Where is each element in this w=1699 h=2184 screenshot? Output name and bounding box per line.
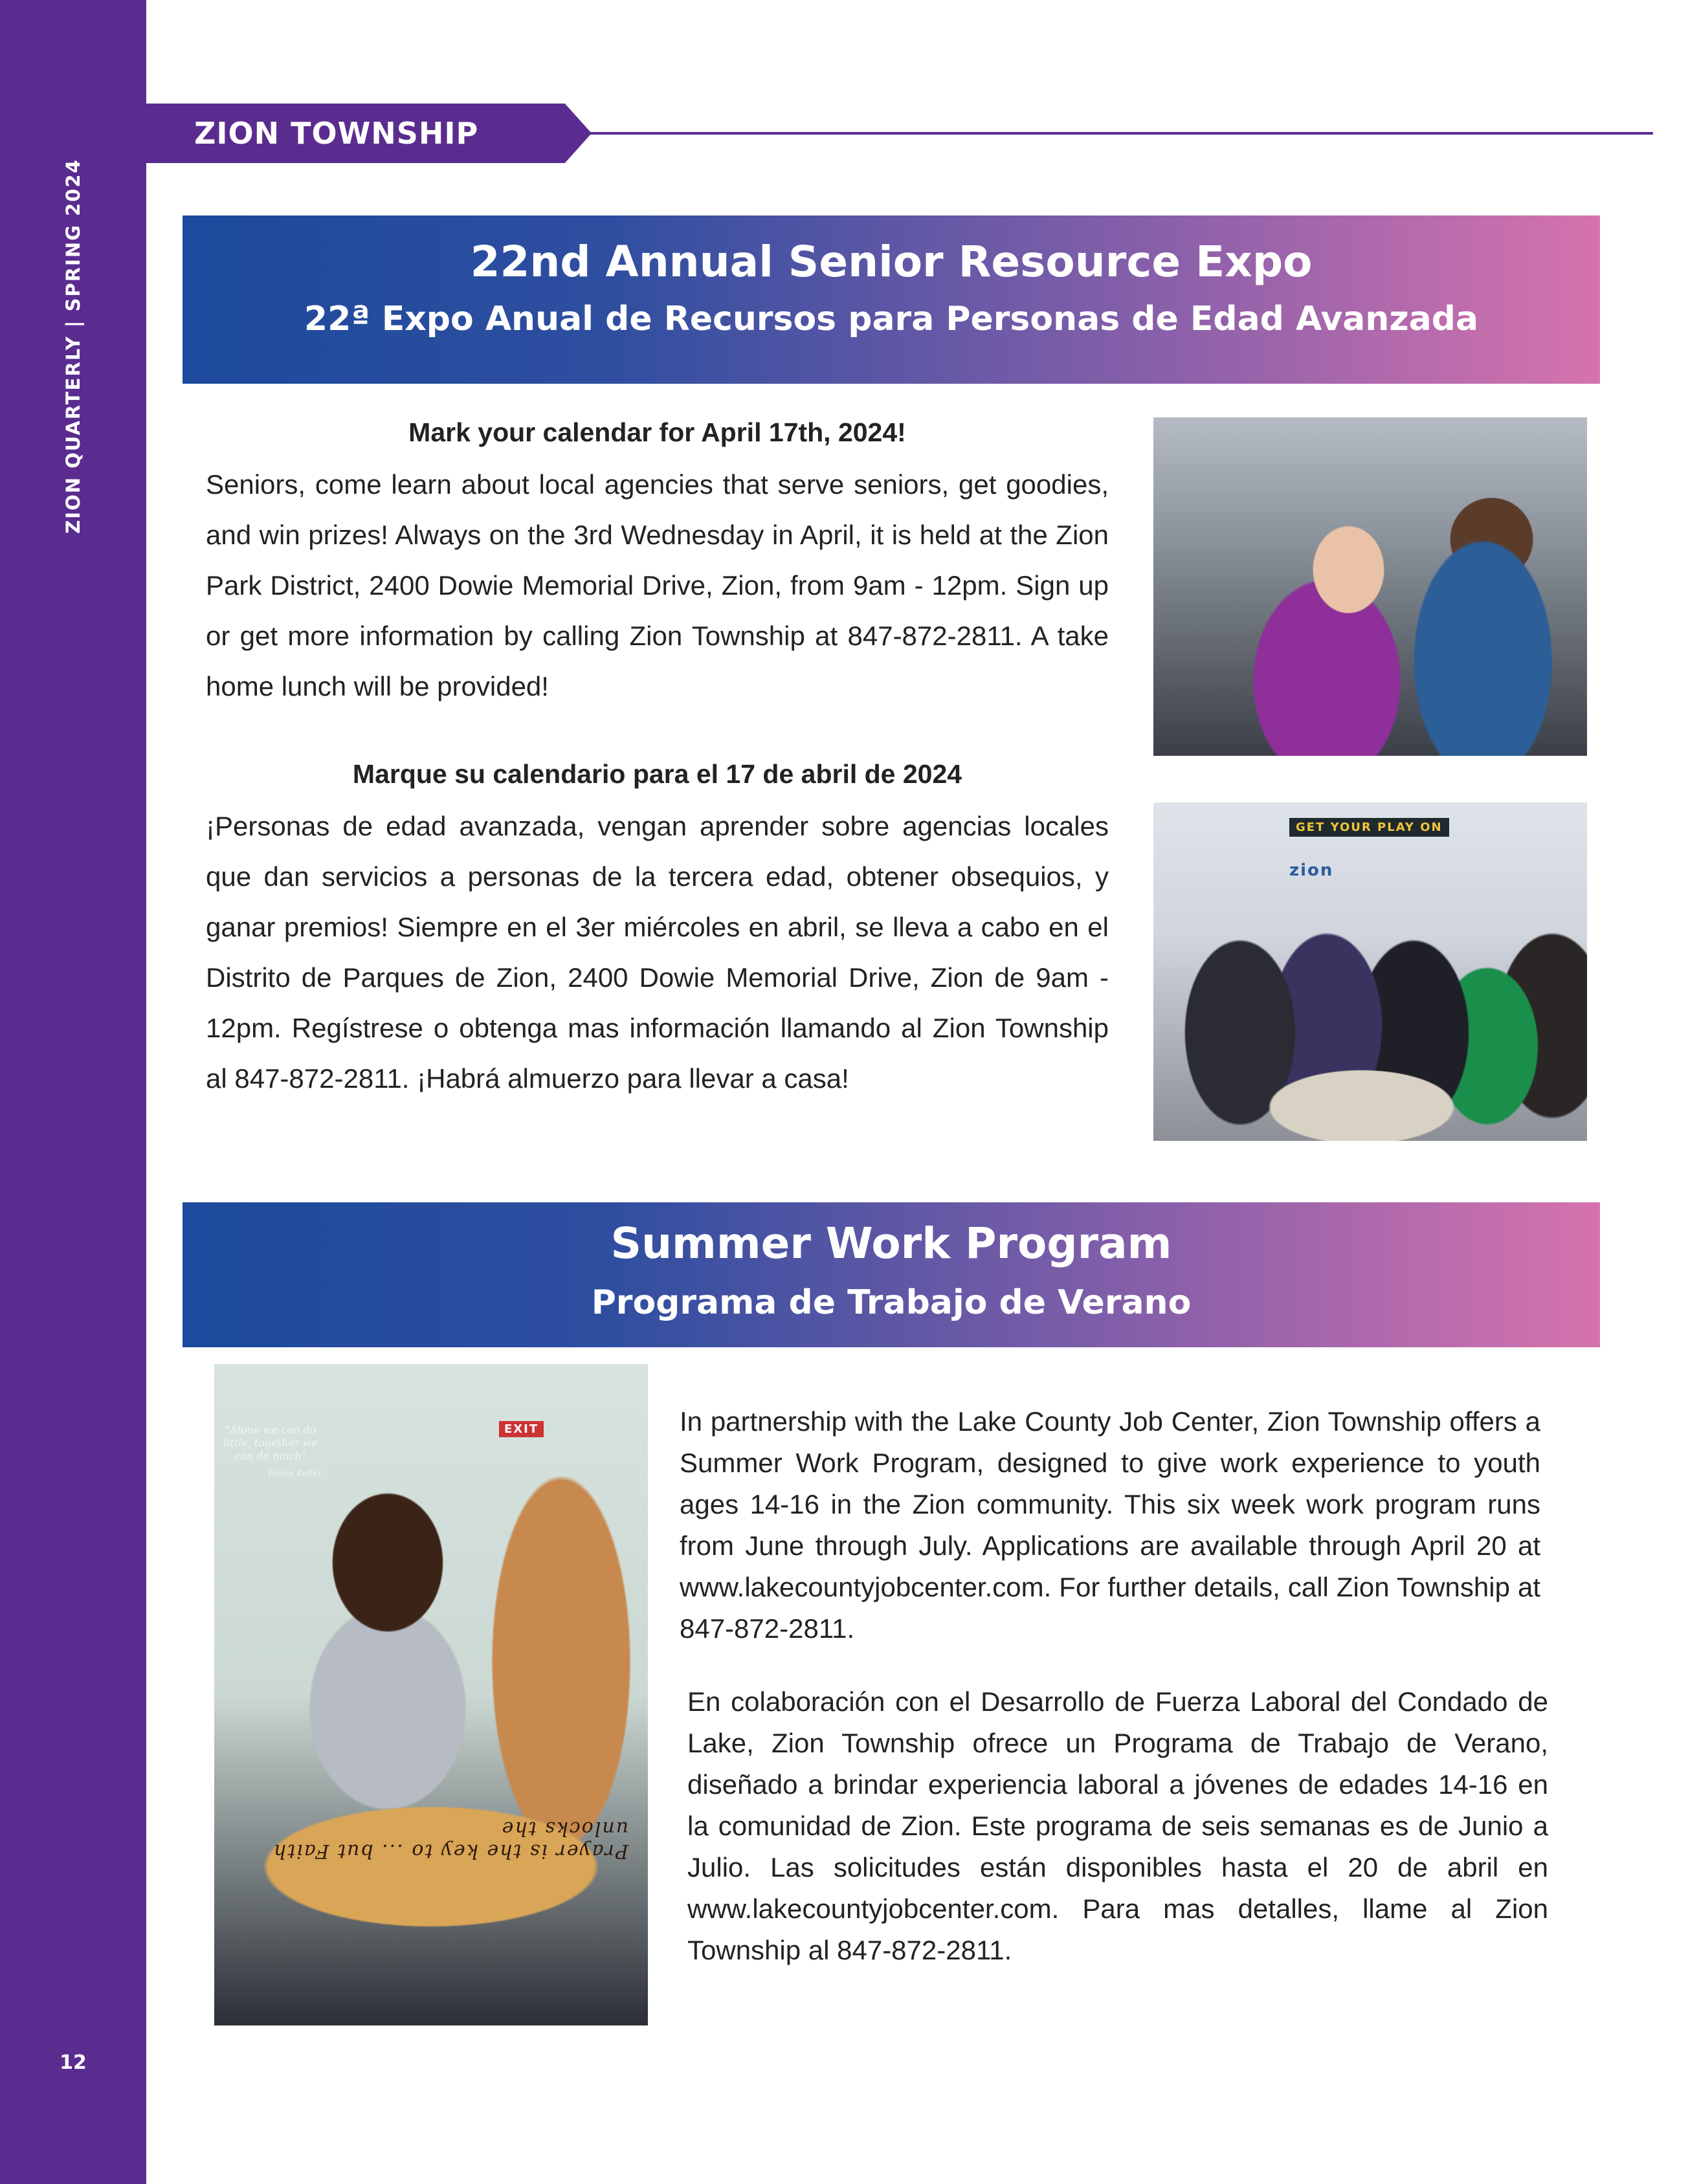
photo-wall-quote: "Alone we can do little, together we can do much": [223, 1424, 318, 1462]
expo-heading-es: Marque su calendario para el 17 de abril de 2024: [352, 759, 962, 789]
summer-banner: [183, 1202, 1600, 1347]
summer-title: Summer Work Program: [610, 1219, 1172, 1268]
header-rule: [590, 132, 1653, 135]
expo-photo-2: [1153, 802, 1587, 1141]
photo-exit-sign: EXIT: [499, 1421, 544, 1437]
photo-wood-text: Prayer is the key to ... but Faith unlocks the: [272, 1817, 628, 1862]
expo-banner: [183, 215, 1600, 384]
expo-heading-en: Mark your calendar for April 17th, 2024!: [408, 417, 906, 447]
summer-body-es: En colaboración con el Desarrollo de Fuerza Laboral del Condado de Lake, Zion Township ofrece un Programa de Trabajo de Verano, diseñado a brindar experiencia laboral a jóvenes de edades 14-16 en la comunidad de Zion. Este programa de seis semanas es de Junio a Julio. Las solicitudes están disponibles hasta el 20 de abril en www.lakecountyjobcenter.com. Para mas detalles, llame al Zion Township al 847-872-2811.: [687, 1686, 1548, 1965]
page-number: 12: [60, 2051, 87, 2074]
expo-subtitle: 22ª Expo Anual de Recursos para Personas de Edad Avanzada: [304, 300, 1479, 338]
publication-label: ZION QUARTERLY | SPRING 2024: [62, 159, 84, 534]
section-tab-label: ZION TOWNSHIP: [194, 116, 479, 151]
expo-photo-1: [1153, 417, 1587, 756]
photo-sign-text: zion: [1289, 861, 1334, 880]
summer-body-en: In partnership with the Lake County Job Center, Zion Township offers a Summer Work Program, designed to give work experience to youth ages 14-16 in the Zion community. This six week work program runs from June through July. Applications are available through April 20 at www.lakecountyjobcenter.com. For further details, call Zion Township at 847-872-2811.: [680, 1406, 1540, 1644]
expo-body-es: ¡Personas de edad avanzada, vengan aprender sobre agencias locales que dan servicios a personas de la tercera edad, obtener obsequios, y ganar premios! Siempre en el 3er miércoles en abril, se lleva a cabo en el Distrito de Parques de Zion, 2400 Dowie Memorial Drive, Zion de 9am - 12pm. Regístrese o obtenga mas información llamando al Zion Township al 847-872-2811. ¡Habrá almuerzo para llevar a casa!: [206, 811, 1109, 1094]
expo-title: 22nd Annual Senior Resource Expo: [470, 237, 1313, 287]
summer-photo: [214, 1364, 648, 2025]
photo-banner-text: GET YOUR PLAY ON: [1289, 818, 1449, 837]
expo-body-en: Seniors, come learn about local agencies that serve seniors, get goodies, and win prizes! Always on the 3rd Wednesday in April, it is held at the Zion Park District, 2400 Dowie Memorial Drive, Zion, from 9am - 12pm. Sign up or get more information by calling Zion Township at 847-872-2811. A take home lunch will be provided!: [206, 469, 1109, 701]
summer-subtitle: Programa de Trabajo de Verano: [591, 1283, 1192, 1322]
photo-wall-author: Helen Keller: [268, 1469, 322, 1479]
